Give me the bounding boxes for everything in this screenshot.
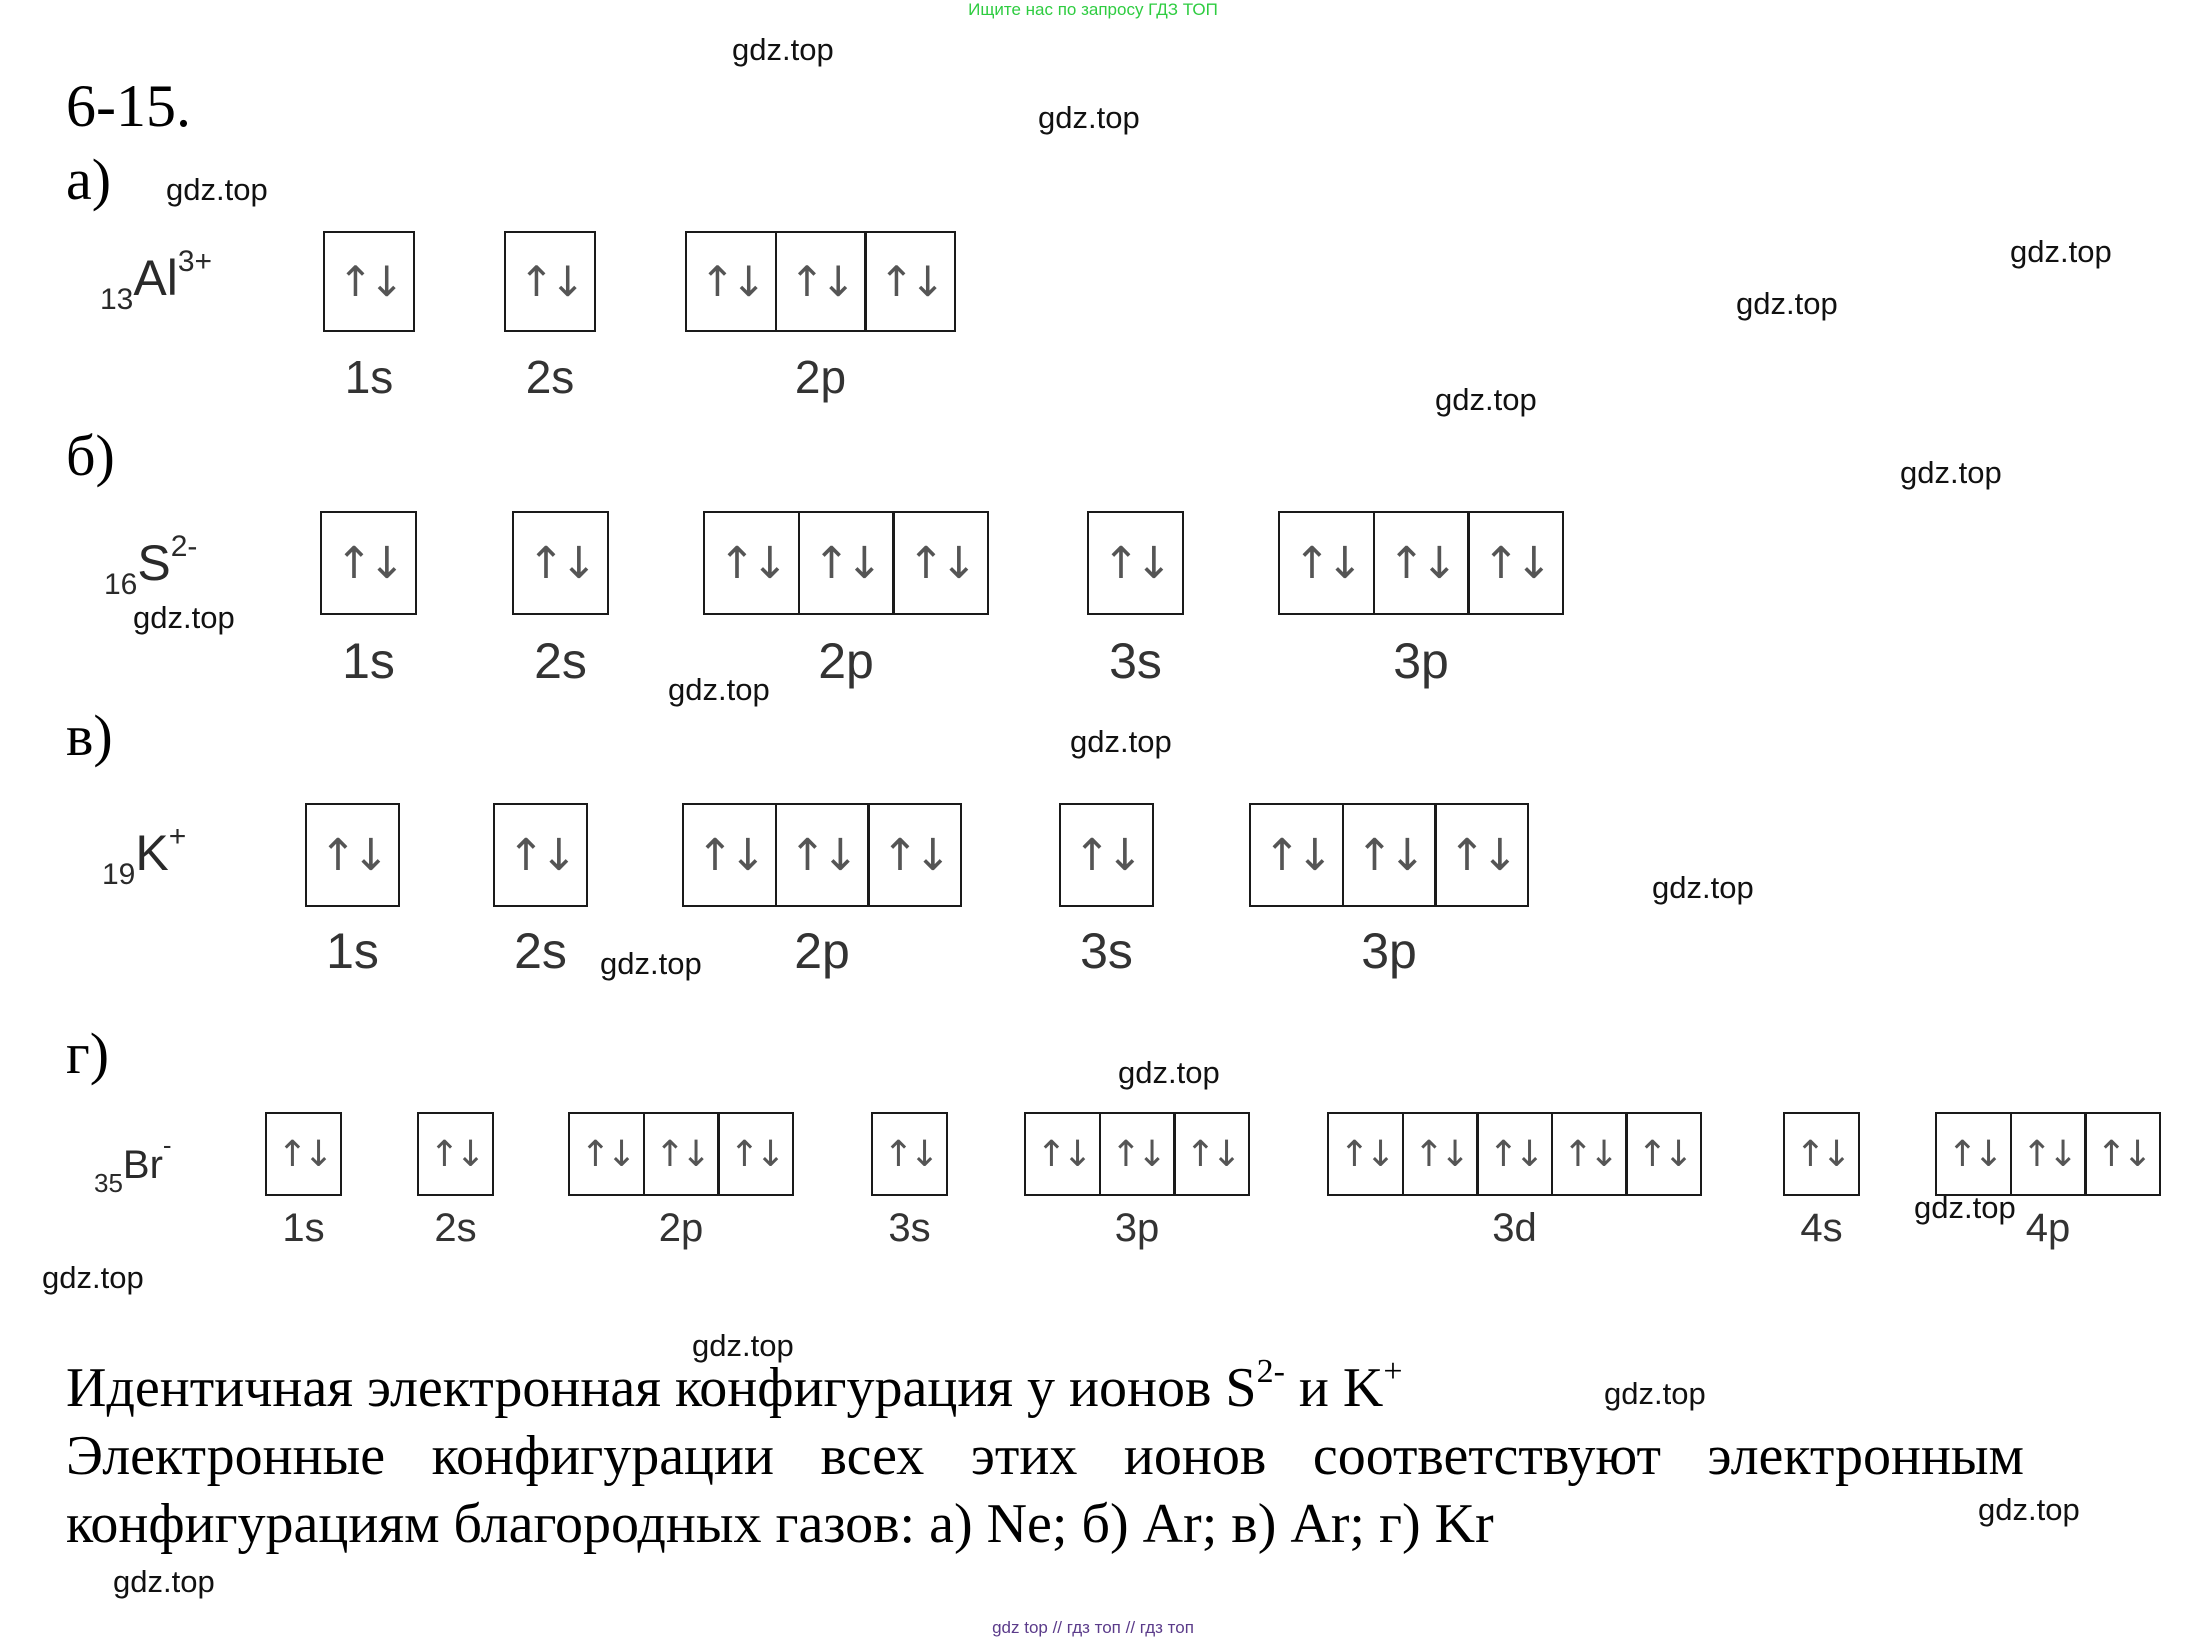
orbital-box: ↑↓ — [320, 511, 417, 615]
footer-links[interactable]: gdz top // гдз топ // гдз топ — [992, 1618, 1194, 1637]
orbital-box: ↑↓ — [643, 1112, 720, 1196]
orbital-box: ↑↓ — [1173, 1112, 1250, 1196]
orbital-group-3s — [1059, 803, 1154, 907]
ion-s — [104, 530, 197, 602]
orbital-box: ↑↓ — [1249, 803, 1344, 907]
orbital-box: ↑↓ — [775, 803, 870, 907]
orbital-label-2s: 2s — [514, 923, 567, 979]
orbital-group-3s — [871, 1112, 948, 1196]
orbital-label-3s: 3s — [1109, 633, 1162, 689]
watermark: gdz.top — [113, 1564, 215, 1599]
ion-z: 19 — [102, 858, 136, 891]
orbital-box: ↑↓ — [265, 1112, 342, 1196]
watermark: gdz.top — [1900, 455, 2002, 490]
orbital-label-2s: 2s — [534, 633, 587, 689]
orbital-box: ↑↓ — [1278, 511, 1375, 615]
orbital-label-1s: 1s — [342, 633, 395, 689]
ion-al — [100, 245, 212, 317]
orbital-label-4p: 4p — [2025, 1206, 2071, 1250]
conclusion-line-2: Электронные конфигурации всех этих ионов соответствуют электронным — [66, 1425, 2024, 1487]
orbital-box: ↑↓ — [512, 511, 609, 615]
orbital-label-4s: 4s — [1800, 1206, 1843, 1250]
ion-symbol: Br — [122, 1143, 163, 1187]
ion-charge: - — [162, 1130, 172, 1160]
ion-charge: 2- — [170, 530, 198, 563]
watermark: gdz.top — [1435, 382, 1537, 417]
orbital-box: ↑↓ — [1625, 1112, 1702, 1196]
orbital-label-1s: 1s — [344, 351, 394, 403]
ion-br — [94, 1130, 172, 1199]
orbital-box: ↑↓ — [1327, 1112, 1404, 1196]
watermark: gdz.top — [692, 1328, 794, 1363]
orbital-box: ↑↓ — [1434, 803, 1529, 907]
orbital-box: ↑↓ — [1935, 1112, 2012, 1196]
orbital-box: ↑↓ — [1087, 511, 1184, 615]
orbital-box: ↑↓ — [864, 231, 956, 332]
orbital-group-3p — [1249, 803, 1529, 907]
orbital-label-2p: 2p — [818, 633, 874, 689]
watermark: gdz.top — [1070, 724, 1172, 759]
watermark: gdz.top — [1914, 1190, 2016, 1225]
orbital-label-3p: 3p — [1114, 1206, 1160, 1250]
ion-symbol: S — [137, 535, 171, 591]
orbital-box: ↑↓ — [2084, 1112, 2161, 1196]
orbital-group-2s — [504, 231, 596, 332]
watermark: gdz.top — [166, 172, 268, 207]
ion-symbol: K — [135, 825, 169, 881]
ion-z: 16 — [104, 568, 138, 601]
orbital-group-2s — [493, 803, 588, 907]
watermark: gdz.top — [2010, 234, 2112, 269]
orbital-box: ↑↓ — [798, 511, 895, 615]
orbital-box: ↑↓ — [1059, 803, 1154, 907]
problem-number: 6-15. — [66, 73, 191, 139]
orbital-box: ↑↓ — [1024, 1112, 1101, 1196]
ion-z: 13 — [100, 283, 134, 316]
orbital-group-3p — [1278, 511, 1564, 615]
orbital-box: ↑↓ — [568, 1112, 645, 1196]
part-label-a: а) — [66, 147, 112, 212]
part-label-v: в) — [66, 703, 113, 768]
orbital-label-2p: 2p — [794, 923, 850, 979]
watermark: gdz.top — [133, 600, 235, 635]
ion-symbol: Al — [133, 250, 178, 306]
orbital-box: ↑↓ — [493, 803, 588, 907]
charge-sup: 2- — [1256, 1353, 1285, 1390]
top-banner[interactable]: Ищите нас по запросу ГДЗ ТОП — [968, 0, 1218, 19]
orbital-label-1s: 1s — [282, 1206, 325, 1250]
conclusion-line-1 — [66, 1353, 1403, 1420]
orbital-box: ↑↓ — [504, 231, 596, 332]
orbital-group-3p — [1024, 1112, 1250, 1196]
orbital-box: ↑↓ — [703, 511, 800, 615]
orbital-box: ↑↓ — [892, 511, 989, 615]
orbital-label-2p: 2p — [794, 351, 847, 403]
watermark: gdz.top — [1652, 870, 1754, 905]
orbital-box: ↑↓ — [2010, 1112, 2087, 1196]
orbital-group-2s — [417, 1112, 494, 1196]
orbital-group-4p — [1935, 1112, 2161, 1196]
orbital-box: ↑↓ — [1551, 1112, 1628, 1196]
orbital-group-4s — [1783, 1112, 1860, 1196]
orbital-box: ↑↓ — [1342, 803, 1437, 907]
orbital-group-1s — [323, 231, 415, 332]
orbital-group-2p — [568, 1112, 794, 1196]
orbital-box: ↑↓ — [867, 803, 962, 907]
orbital-box: ↑↓ — [682, 803, 777, 907]
watermark: gdz.top — [600, 946, 702, 981]
ion-charge: 3+ — [177, 245, 213, 278]
watermark: gdz.top — [1736, 286, 1838, 321]
orbital-label-2s: 2s — [525, 351, 575, 403]
orbital-box: ↑↓ — [1099, 1112, 1176, 1196]
watermark: gdz.top — [1604, 1376, 1706, 1411]
watermark: gdz.top — [42, 1260, 144, 1295]
orbital-group-2p — [685, 231, 956, 332]
orbital-box: ↑↓ — [1467, 511, 1564, 615]
watermark: gdz.top — [1978, 1492, 2080, 1527]
orbital-box: ↑↓ — [685, 231, 777, 332]
orbital-group-1s — [265, 1112, 342, 1196]
orbital-group-3s — [1087, 511, 1184, 615]
orbital-group-2s — [512, 511, 609, 615]
watermark: gdz.top — [1038, 100, 1140, 135]
watermark: gdz.top — [1118, 1055, 1220, 1090]
orbital-box: ↑↓ — [417, 1112, 494, 1196]
ion-charge: + — [168, 820, 187, 853]
watermark: gdz.top — [668, 672, 770, 707]
orbital-box: ↑↓ — [871, 1112, 948, 1196]
watermark: gdz.top — [732, 32, 834, 67]
orbital-box: ↑↓ — [1476, 1112, 1553, 1196]
conclusion-line-3: конфигурациям благородных газов: а) Ne; б) Ar; в) Ar; г) Kr — [66, 1493, 1494, 1555]
orbital-label-3d: 3d — [1492, 1206, 1537, 1250]
part-label-b: б) — [66, 423, 115, 488]
orbital-group-3d — [1327, 1112, 1702, 1196]
conclusion-text: и K — [1284, 1357, 1384, 1419]
charge-sup: + — [1383, 1353, 1403, 1390]
orbital-label-3p: 3p — [1393, 633, 1449, 689]
ion-k — [102, 820, 186, 892]
orbital-box: ↑↓ — [775, 231, 867, 332]
orbital-box: ↑↓ — [1783, 1112, 1860, 1196]
orbital-group-1s — [320, 511, 417, 615]
orbital-group-1s — [305, 803, 400, 907]
ion-z: 35 — [94, 1168, 123, 1198]
orbital-label-3s: 3s — [1080, 923, 1133, 979]
orbital-group-2p — [703, 511, 989, 615]
orbital-label-3s: 3s — [888, 1206, 931, 1250]
orbital-label-2p: 2p — [658, 1206, 704, 1250]
orbital-label-2s: 2s — [434, 1206, 477, 1250]
orbital-box: ↑↓ — [305, 803, 400, 907]
orbital-group-2p — [682, 803, 962, 907]
orbital-box: ↑↓ — [1402, 1112, 1479, 1196]
conclusion-text: Идентичная электронная конфигурация у ионов S — [66, 1357, 1257, 1419]
orbital-box: ↑↓ — [1373, 511, 1470, 615]
orbital-label-1s: 1s — [326, 923, 379, 979]
orbital-box: ↑↓ — [717, 1112, 794, 1196]
part-label-g: г) — [66, 1021, 110, 1086]
orbital-label-3p: 3p — [1361, 923, 1417, 979]
orbital-box: ↑↓ — [323, 231, 415, 332]
